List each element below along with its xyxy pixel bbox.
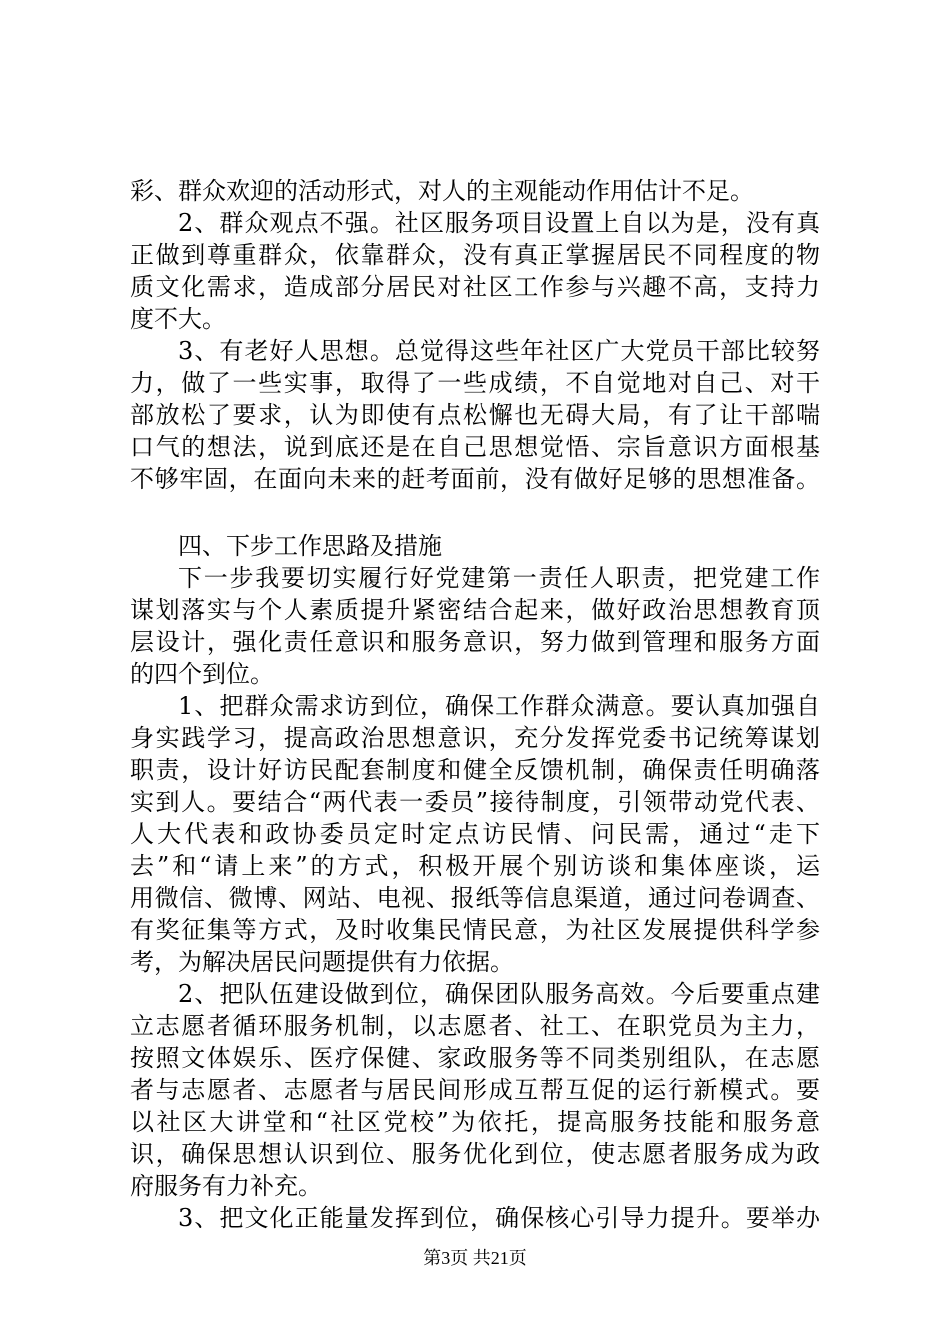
list-item-line: 3、有老好人思想。总觉得这些年社区广大党员干部比较努	[178, 337, 820, 365]
text-line: 按照文体娱乐、医疗保健、家政服务等不同类别组队，在志愿	[130, 1044, 820, 1072]
text-line: 层设计，强化责任意识和服务意识，努力做到管理和服务方面	[130, 628, 820, 656]
text-line: 彩、群众欢迎的活动形式，对人的主观能动作用估计不足。	[130, 177, 754, 205]
text-line: 的四个到位。	[130, 660, 274, 688]
text-line: 部放松了要求，认为即使有点松懈也无碍大局，有了让干部喘	[130, 401, 820, 429]
list-item-line: 2、群众观点不强。社区服务项目设置上自以为是，没有真	[178, 209, 820, 237]
text-line: 立志愿者循环服务机制，以志愿者、社工、在职党员为主力，	[130, 1012, 820, 1040]
text-line: 以社区大讲堂和“社区党校”为依托，提高服务技能和服务意	[130, 1108, 820, 1136]
text-line: 用微信、微博、网站、电视、报纸等信息渠道，通过问卷调查、	[130, 884, 820, 912]
text-line: 不够牢固，在面向未来的赶考面前，没有做好足够的思想准备。	[130, 465, 820, 493]
document-body	[130, 175, 820, 1234]
list-item-line: 2、把队伍建设做到位，确保团队服务高效。今后要重点建	[178, 980, 820, 1008]
text-line: 者与志愿者、志愿者与居民间形成互帮互促的运行新模式。要	[130, 1076, 820, 1104]
text-line: 实到人。要结合“两代表一委员”接待制度，引领带动党代表、	[130, 788, 820, 816]
text-line: 身实践学习，提高政治思想意识，充分发挥党委书记统筹谋划	[130, 724, 820, 752]
paragraph-gap	[130, 495, 820, 530]
text-line: 谋划落实与个人素质提升紧密结合起来，做好政治思想教育顶	[130, 596, 820, 624]
text-line: 职责，设计好访民配套制度和健全反馈机制，确保责任明确落	[130, 756, 820, 784]
list-item-line: 3、把文化正能量发挥到位，确保核心引导力提升。要举办	[178, 1204, 820, 1232]
list-item-line: 1、把群众需求访到位，确保工作群众满意。要认真加强自	[178, 692, 820, 720]
text-line: 去”和“请上来”的方式，积极开展个别访谈和集体座谈，运	[130, 852, 820, 880]
text-line: 度不大。	[130, 305, 226, 333]
page-number-footer: 第3页 共21页	[423, 1248, 527, 1268]
text-line: 力，做了一些实事，取得了一些成绩，不自觉地对自己、对干	[130, 369, 820, 397]
text-line: 人大代表和政协委员定时定点访民情、问民需，通过“走下	[130, 820, 820, 848]
text-line: 口气的想法，说到底还是在自己思想觉悟、宗旨意识方面根基	[130, 433, 820, 461]
paragraph-first-line: 下一步我要切实履行好党建第一责任人职责，把党建工作	[178, 564, 820, 592]
section-heading: 四、下步工作思路及措施	[178, 532, 442, 560]
text-line: 有奖征集等方式，及时收集民情民意，为社区发展提供科学参	[130, 916, 820, 944]
text-line: 正做到尊重群众，依靠群众，没有真正掌握居民不同程度的物	[130, 241, 820, 269]
text-line: 府服务有力补充。	[130, 1172, 322, 1200]
text-line: 质文化需求，造成部分居民对社区工作参与兴趣不高，支持力	[130, 273, 820, 301]
text-line: 识，确保思想认识到位、服务优化到位，使志愿者服务成为政	[130, 1140, 820, 1168]
text-line: 考，为解决居民问题提供有力依据。	[130, 948, 514, 976]
